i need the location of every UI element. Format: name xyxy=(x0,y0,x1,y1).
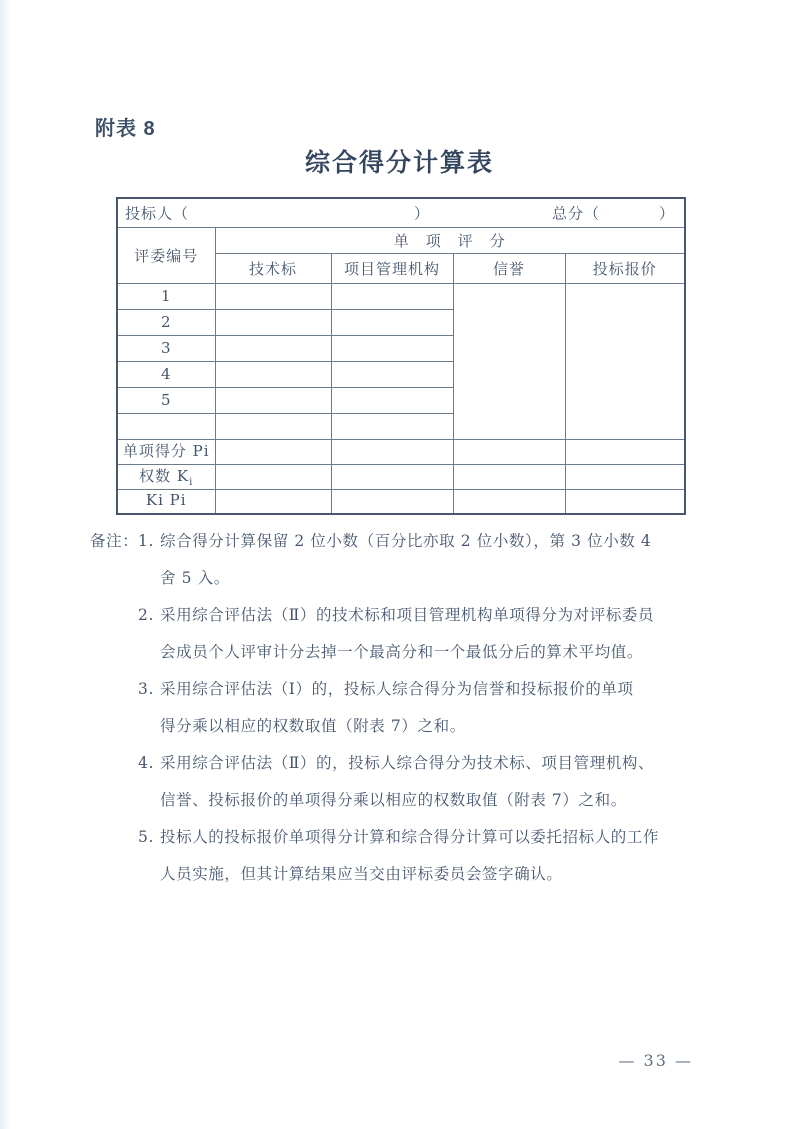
empty-cell xyxy=(215,309,331,335)
note-text xyxy=(160,819,715,893)
note-item xyxy=(138,597,715,671)
note-number: 1. xyxy=(138,532,154,550)
notes-items xyxy=(138,523,715,893)
empty-cell-reputation-merged xyxy=(453,283,565,439)
empty-cell xyxy=(565,439,685,464)
table-row-weight xyxy=(117,464,685,489)
note-line: 采用综合评估法（Ⅰ）的，投标人综合得分为信誉和投标报价的单项 xyxy=(160,680,634,698)
note-text xyxy=(160,671,715,745)
page-number: — 33 — xyxy=(618,1051,693,1070)
empty-cell xyxy=(215,439,331,464)
note-text xyxy=(160,597,715,671)
empty-cell xyxy=(215,413,331,439)
empty-cell xyxy=(331,439,453,464)
attachment-label: 附表 8 xyxy=(95,118,156,140)
row-label: 3 xyxy=(117,335,215,361)
empty-cell xyxy=(453,489,565,514)
empty-cell xyxy=(215,361,331,387)
empty-cell xyxy=(215,464,331,489)
empty-cell xyxy=(331,387,453,413)
bidder-total-cell xyxy=(117,198,685,227)
empty-cell xyxy=(331,413,453,439)
group-header-row xyxy=(117,227,685,253)
note-text xyxy=(160,523,715,597)
note-text xyxy=(160,745,715,819)
page-title: 综合得分计算表 xyxy=(304,149,494,177)
table-row xyxy=(117,283,685,309)
bidder-field-close: ） xyxy=(414,204,431,223)
note-number: 2. xyxy=(138,606,154,624)
table-row-item-score xyxy=(117,439,685,464)
empty-cell xyxy=(215,387,331,413)
table-row-kipi xyxy=(117,489,685,514)
empty-cell xyxy=(331,335,453,361)
note-line: 会成员个人评审计分去掉一个最高分和一个最低分后的算术平均值。 xyxy=(160,643,644,661)
empty-cell xyxy=(215,283,331,309)
total-field-label: 总分（ xyxy=(552,204,601,223)
note-line: 信誉、投标报价的单项得分乘以相应的权数取值（附表 7）之和。 xyxy=(160,791,627,809)
notes-section xyxy=(90,523,715,893)
note-item xyxy=(138,819,715,893)
note-item xyxy=(138,671,715,745)
empty-cell xyxy=(331,464,453,489)
row-label-weight: 权数 $K_i$ xyxy=(117,464,215,489)
judge-number-header: 评委编号 xyxy=(117,227,215,283)
empty-cell xyxy=(453,439,565,464)
empty-cell xyxy=(331,309,453,335)
col-header-management: 项目管理机构 xyxy=(331,253,453,283)
note-line: 投标人的投标报价单项得分计算和综合得分计算可以委托招标人的工作 xyxy=(160,828,660,846)
bidder-field-label: 投标人（ xyxy=(125,204,190,223)
note-line: 得分乘以相应的权数取值（附表 7）之和。 xyxy=(160,717,466,735)
row-label xyxy=(117,413,215,439)
empty-cell xyxy=(331,283,453,309)
note-line: 人员实施，但其计算结果应当交由评标委员会签字确认。 xyxy=(160,865,563,883)
note-item xyxy=(138,745,715,819)
empty-cell xyxy=(565,464,685,489)
note-line: 采用综合评估法（Ⅱ）的，投标人综合得分为技术标、项目管理机构、 xyxy=(160,754,655,772)
item-score-group-header: 单 项 评 分 xyxy=(215,227,685,253)
note-number: 4. xyxy=(138,754,154,772)
empty-cell-price-merged xyxy=(565,283,685,439)
col-header-reputation: 信誉 xyxy=(453,253,565,283)
bidder-total-row xyxy=(117,198,685,227)
note-line: 舍 5 入。 xyxy=(160,569,230,587)
col-header-price: 投标报价 xyxy=(565,253,685,283)
row-label-item-score: 单项得分 Pi xyxy=(117,439,215,464)
row-label: 1 xyxy=(117,283,215,309)
empty-cell xyxy=(565,489,685,514)
col-header-technical: 技术标 xyxy=(215,253,331,283)
empty-cell xyxy=(331,489,453,514)
notes-label: 备注： xyxy=(90,532,139,550)
score-table xyxy=(116,197,686,515)
row-label: 2 xyxy=(117,309,215,335)
empty-cell xyxy=(215,335,331,361)
note-line: 综合得分计算保留 2 位小数（百分比亦取 2 位小数），第 3 位小数 4 xyxy=(160,532,652,550)
row-label: 4 xyxy=(117,361,215,387)
total-field-close: ） xyxy=(659,204,676,223)
empty-cell xyxy=(215,489,331,514)
note-item xyxy=(138,523,715,597)
row-label: 5 xyxy=(117,387,215,413)
empty-cell xyxy=(331,361,453,387)
row-label-kipi: Ki Pi xyxy=(117,489,215,514)
note-number: 5. xyxy=(138,828,154,846)
note-number: 3. xyxy=(138,680,154,698)
empty-cell xyxy=(453,464,565,489)
note-line: 采用综合评估法（Ⅱ）的技术标和项目管理机构单项得分为对评标委员 xyxy=(160,606,655,624)
